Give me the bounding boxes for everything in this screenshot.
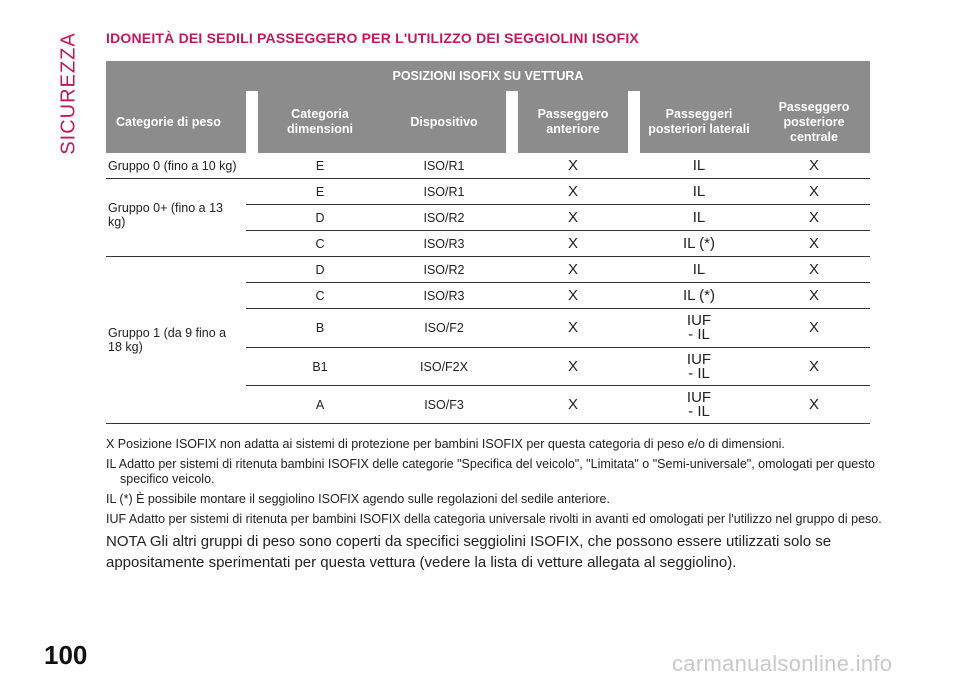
cell-separator	[506, 205, 518, 231]
cell-separator	[246, 386, 258, 424]
table-row	[106, 179, 870, 205]
table-notes	[106, 437, 886, 532]
cell-front: X	[518, 257, 628, 283]
cell-separator	[506, 153, 518, 179]
cell-separator	[628, 179, 640, 205]
cell-rear-side: IL (*)	[640, 231, 758, 257]
cell-size-category: C	[258, 283, 382, 309]
cell-front: X	[518, 348, 628, 386]
cell-separator	[246, 257, 258, 283]
cell-device: ISO/R2	[382, 205, 506, 231]
cell-device: ISO/R1	[382, 153, 506, 179]
header-separator	[246, 91, 258, 153]
cell-separator	[628, 283, 640, 309]
cell-device: ISO/R3	[382, 231, 506, 257]
cell-rear-center: X	[758, 231, 870, 257]
cell-rear-center: X	[758, 309, 870, 348]
cell-rear-center: X	[758, 348, 870, 386]
cell-rear-side-line2: - IL	[688, 326, 710, 343]
cell-separator	[246, 309, 258, 348]
cell-front: X	[518, 283, 628, 309]
cell-rear-side: IL	[640, 179, 758, 205]
cell-separator	[506, 283, 518, 309]
header-device: Dispositivo	[382, 91, 506, 153]
cell-rear-side	[640, 348, 758, 386]
cell-front: X	[518, 309, 628, 348]
cell-rear-side-line2: - IL	[688, 402, 710, 420]
cell-front: X	[518, 205, 628, 231]
nota-paragraph: NOTA Gli altri gruppi di peso sono coperti da specifici seggiolini ISOFIX, che possono essere utilizzati solo se appositamente sperimentati per questa vettura (vedere la lista di vetture allegata al seggiolino).	[106, 533, 832, 571]
note-il-star: IL (*) È possibile montare il seggiolino ISOFIX agendo sulle regolazioni del sedile anteriore.	[106, 492, 610, 506]
cell-size-category: D	[258, 205, 382, 231]
cell-separator	[628, 386, 640, 424]
header-rear-center-passenger: Passeggero posteriore centrale	[758, 91, 870, 153]
cell-separator	[628, 257, 640, 283]
isofix-table	[106, 61, 870, 424]
cell-device: ISO/R1	[382, 179, 506, 205]
note-x: X Posizione ISOFIX non adatta ai sistemi di protezione per bambini ISOFIX per questa categoria di peso e/o di dimensioni.	[106, 437, 785, 451]
cell-separator	[506, 386, 518, 424]
group-label: Gruppo 1 (da 9 fino a 18 kg)	[106, 257, 246, 424]
cell-device: ISO/R2	[382, 257, 506, 283]
cell-size-category: B	[258, 309, 382, 348]
cell-rear-side: IL	[640, 153, 758, 179]
cell-separator	[628, 205, 640, 231]
cell-front: X	[518, 179, 628, 205]
cell-size-category: E	[258, 153, 382, 179]
note-il: IL Adatto per sistemi di ritenuta bambini ISOFIX delle categorie "Specifica del veicolo", "Limitata" o "Semi-universale", omologati per questo specifico veicolo.	[106, 457, 875, 486]
cell-separator	[246, 153, 258, 179]
header-front-passenger: Passeggero anteriore	[518, 91, 628, 153]
cell-separator	[246, 348, 258, 386]
cell-size-category: E	[258, 179, 382, 205]
cell-device: ISO/F2X	[382, 348, 506, 386]
cell-separator	[628, 231, 640, 257]
cell-separator	[246, 179, 258, 205]
cell-device: ISO/F2	[382, 309, 506, 348]
cell-rear-side-line1: IUF	[686, 350, 712, 368]
table-row	[106, 153, 870, 179]
cell-rear-center: X	[758, 179, 870, 205]
header-size-category: Categoria dimensioni	[258, 91, 382, 153]
cell-rear-side	[640, 386, 758, 424]
cell-separator	[506, 257, 518, 283]
header-separator	[628, 91, 640, 153]
cell-separator	[246, 283, 258, 309]
cell-size-category: B1	[258, 348, 382, 386]
cell-rear-center: X	[758, 153, 870, 179]
cell-front: X	[518, 231, 628, 257]
cell-separator	[628, 348, 640, 386]
cell-size-category: D	[258, 257, 382, 283]
cell-device: ISO/F3	[382, 386, 506, 424]
cell-rear-side	[640, 309, 758, 348]
group-label: Gruppo 0 (fino a 10 kg)	[106, 153, 246, 179]
cell-rear-side-line2: - IL	[688, 364, 710, 382]
cell-separator	[506, 309, 518, 348]
cell-separator	[628, 153, 640, 179]
cell-separator	[628, 309, 640, 348]
table-row	[106, 257, 870, 283]
header-separator	[506, 91, 518, 153]
cell-rear-center: X	[758, 283, 870, 309]
cell-rear-center: X	[758, 257, 870, 283]
page-number: 100	[44, 640, 88, 670]
cell-size-category: A	[258, 386, 382, 424]
cell-rear-side: IL	[640, 257, 758, 283]
cell-rear-center: X	[758, 205, 870, 231]
cell-separator	[506, 348, 518, 386]
cell-rear-side-line1: IUF	[686, 312, 712, 329]
cell-front: X	[518, 153, 628, 179]
cell-rear-center: X	[758, 386, 870, 424]
watermark: carmanualsonline.info	[672, 651, 893, 676]
cell-rear-side-line1: IUF	[686, 388, 712, 406]
cell-size-category: C	[258, 231, 382, 257]
table-main-header: POSIZIONI ISOFIX SU VETTURA	[106, 61, 870, 91]
cell-rear-side: IL (*)	[640, 283, 758, 309]
cell-rear-side: IL	[640, 205, 758, 231]
cell-separator	[506, 179, 518, 205]
header-rear-side-passengers: Passeggeri posteriori laterali	[640, 91, 758, 153]
section-tab-label: SICUREZZA	[57, 31, 80, 155]
cell-separator	[506, 231, 518, 257]
section-tab	[54, 28, 84, 158]
cell-separator	[246, 231, 258, 257]
cell-front: X	[518, 386, 628, 424]
page-title: IDONEITÀ DEI SEDILI PASSEGGERO PER L'UTILIZZO DEI SEGGIOLINI ISOFIX	[106, 30, 639, 46]
note-iuf: IUF Adatto per sistemi di ritenuta per bambini ISOFIX della categoria universale rivolti in avanti ed omologati per l'utilizzo nel gruppo di peso.	[106, 512, 882, 526]
cell-device: ISO/R3	[382, 283, 506, 309]
cell-separator	[246, 205, 258, 231]
group-label: Gruppo 0+ (fino a 13 kg)	[106, 179, 246, 257]
header-weight-category: Categorie di peso	[106, 91, 246, 153]
